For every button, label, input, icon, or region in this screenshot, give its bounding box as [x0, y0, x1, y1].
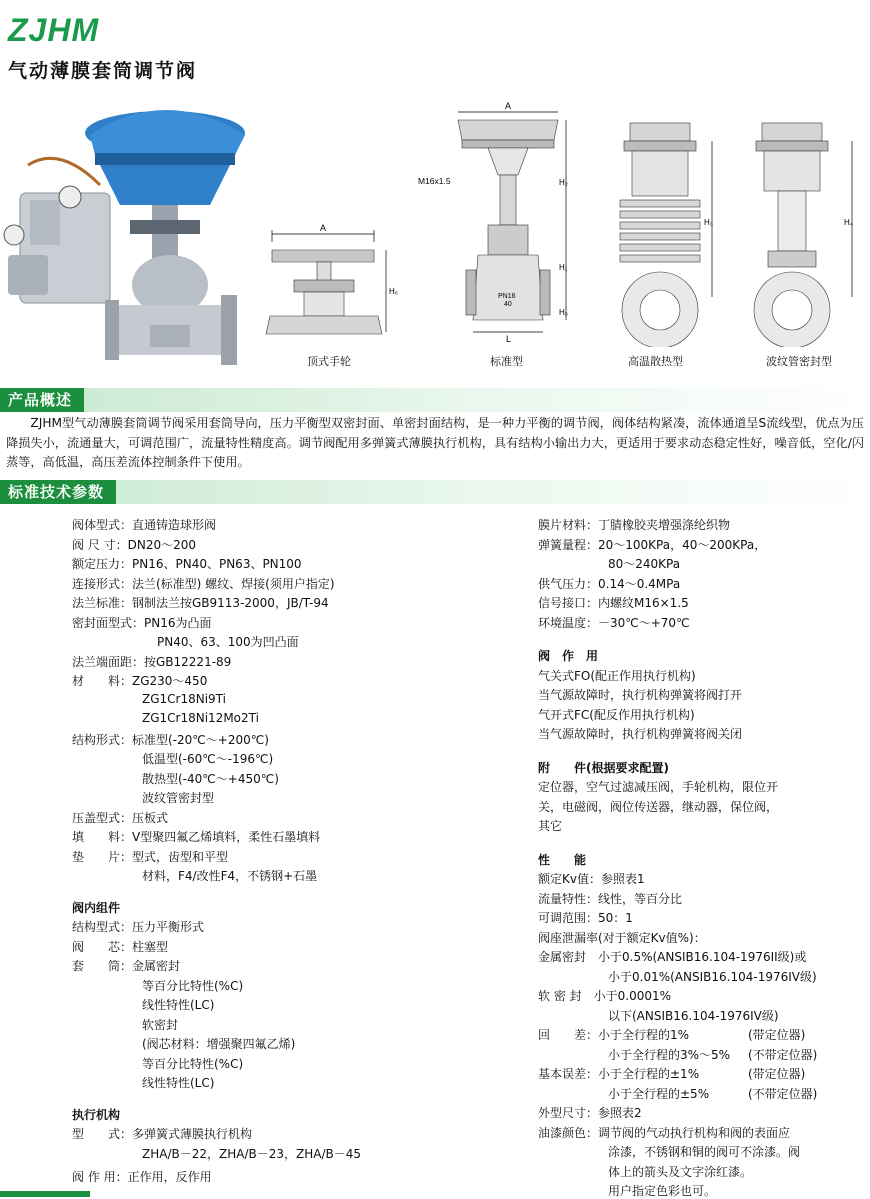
param-text: 阀座泄漏率(对于额定Kv值%)： [538, 930, 706, 945]
left-param-line [142, 977, 243, 994]
dn-label: 40 [504, 301, 512, 308]
left-param-line [72, 555, 302, 572]
param-text: 执行机构 [72, 1107, 121, 1122]
param-text: 阀 尺 寸：DN20～200 [72, 537, 197, 552]
right-param-line [538, 706, 695, 723]
dim-a2: A [505, 101, 512, 111]
param-text: ZG1Cr18Ni12Mo2Ti [142, 711, 259, 725]
dim-l: L [506, 334, 512, 344]
param-text: 连接形式：法兰(标准型) 螺纹、焊接(须用户指定) [72, 576, 335, 591]
left-param-line [142, 1055, 243, 1072]
param-text: 环境温度：－30℃～+70℃ [538, 615, 690, 630]
right-param-line [608, 555, 680, 572]
left-param-line [142, 1035, 295, 1052]
param-text: (阀芯材料：增强聚四氟乙烯) [142, 1037, 296, 1051]
param-text: 阀体型式：直通铸造球形阀 [72, 518, 217, 532]
caption-standard: 标准型 [490, 355, 523, 368]
left-param-line [142, 789, 214, 806]
params-header [0, 480, 870, 504]
param-text: 以下(ANSIB16.104-1976IV级) [608, 1008, 779, 1023]
left-param-line [72, 809, 168, 826]
param-text: 垫 片：型式，齿型和平型 [72, 849, 229, 864]
dim-h5: H₅ [559, 308, 568, 317]
right-param-line [538, 647, 598, 664]
left-param-line [72, 899, 120, 916]
param-text: 80～240KPa [608, 557, 681, 571]
param-text: 油漆颜色：调节阀的气动执行机构和阀的表面应 [538, 1125, 791, 1140]
right-param-line [538, 870, 645, 887]
overview-header [0, 388, 870, 412]
param-text: 阀 作 用 [538, 649, 599, 663]
left-param-line [72, 653, 231, 670]
right-param-line [538, 929, 706, 946]
param-text: 软 密 封 小于0.0001% [538, 989, 672, 1003]
left-param-line [157, 633, 299, 650]
drawing-top-handwheel [262, 222, 398, 347]
param-text: 供气压力：0.14～0.4MPa [538, 576, 681, 591]
param-text: 体上的箭头及文字涂红漆。 [608, 1164, 753, 1179]
dim-a: A [320, 223, 327, 233]
right-param-line [538, 667, 696, 684]
caption-top-handwheel: 顶式手轮 [307, 355, 351, 368]
drawing-high-temp [608, 115, 720, 347]
params-title: 标准技术参数 [0, 480, 116, 504]
param-text: 材料，F4/改性F4，不锈钢+石墨 [142, 869, 318, 883]
right-param-line [538, 1026, 806, 1043]
dim-h4: H₄ [844, 218, 854, 227]
right-param-line [538, 817, 562, 834]
param-text: ZHA/B－22，ZHA/B－23，ZHA/B－45 [142, 1146, 361, 1161]
left-param-line [142, 770, 279, 787]
param-text: 结构形式：标准型(-20℃～+200℃) [72, 732, 269, 747]
left-param-line [72, 1106, 120, 1123]
param-text: 膜片材料：丁腈橡胶夹增强涤纶织物 [538, 518, 731, 532]
param-text: 其它 [538, 819, 563, 833]
right-param-line [608, 1143, 800, 1160]
right-param-line [538, 1104, 642, 1121]
param-text: 等百分比特性(%C) [142, 1056, 244, 1071]
param-text: 额定Kv值：参照表1 [538, 872, 645, 886]
right-param-line [608, 1085, 818, 1102]
left-param-line [72, 516, 216, 533]
right-param-line [538, 778, 778, 795]
bottom-accent [0, 1191, 90, 1197]
param-text: 回 差：小于全行程的1% [538, 1028, 690, 1042]
param-text: 软密封 [142, 1017, 179, 1032]
param-text: 定位器，空气过滤减压阀，手轮机构，限位开 [538, 780, 779, 794]
right-param-line [538, 890, 682, 907]
param-text: 涂漆，不锈钢和铜的阀可不涂漆。阀 [608, 1145, 801, 1159]
param-text: 气开式FC(配反作用执行机构) [538, 707, 695, 722]
param-text: 额定压力：PN16、PN40、PN63、PN100 [72, 557, 302, 571]
param-text: 小于0.01%(ANSIB16.104-1976IV级) [608, 969, 817, 984]
param-text: ZG1Cr18Ni9Ti [142, 691, 226, 706]
left-param-line [72, 828, 320, 845]
param-text: 材 料：ZG230～450 [72, 674, 208, 688]
left-param-line [72, 848, 228, 865]
param-text: 等百分比特性(%C) [142, 978, 244, 993]
pn-label: PN16 [498, 293, 516, 300]
right-param-line [608, 968, 817, 985]
param-text: 气关式FO(配正作用执行机构) [538, 668, 696, 683]
param-text: 附 件(根据要求配置) [538, 760, 669, 775]
param-text: 当气源故障时，执行机构弹簧将阀关闭 [538, 727, 743, 741]
brand-logo: ZJHM [8, 12, 100, 48]
param-text: 结构型式：压力平衡形式 [72, 920, 205, 934]
caption-bellows: 波纹管密封型 [766, 355, 832, 368]
param-text: 外型尺寸：参照表2 [538, 1106, 642, 1120]
param-text: 阀 芯：柱塞型 [72, 939, 169, 954]
left-param-line [72, 1125, 252, 1142]
left-param-line [142, 996, 214, 1013]
right-param-line [538, 798, 778, 815]
param-text: 用户指定色彩也可。 [608, 1184, 717, 1198]
left-param-line [72, 575, 335, 592]
dim-h1: H₁ [559, 263, 568, 272]
param-note: (带定位器) [748, 1028, 806, 1042]
left-param-line [72, 614, 211, 631]
drawing-bellows [740, 115, 862, 347]
right-param-line [538, 594, 689, 611]
right-param-line [538, 516, 730, 533]
page-title: 气动薄膜套筒调节阀 [8, 60, 198, 82]
param-text: 套 筒：金属密封 [72, 959, 181, 973]
param-text: PN40、63、100为凹凸面 [157, 635, 299, 649]
param-text: 波纹管密封型 [142, 791, 215, 805]
right-param-line [538, 851, 586, 868]
left-param-line [142, 692, 226, 706]
left-param-line [72, 1168, 212, 1185]
param-text: 可调范围：50：1 [538, 911, 633, 925]
right-param-line [538, 686, 742, 703]
right-param-line [538, 1124, 790, 1141]
right-param-line [538, 948, 806, 965]
param-text: 信号接口：内螺纹M16×1.5 [538, 596, 689, 610]
right-param-line [538, 987, 671, 1004]
caption-high-temp: 高温散热型 [628, 355, 683, 368]
param-text: 性 能 [538, 852, 587, 867]
right-param-line [538, 1065, 806, 1082]
param-text: 阀内组件 [72, 900, 121, 915]
product-photo [0, 95, 250, 385]
param-text: 压盖型式：压板式 [72, 810, 169, 825]
param-text: 基本误差：小于全行程的±1% [538, 1067, 700, 1081]
right-param-line [608, 1007, 779, 1024]
param-text: 小于全行程的3%～5% [608, 1047, 731, 1062]
left-param-line [142, 1145, 361, 1162]
drawing-standard [418, 100, 578, 350]
right-param-line [608, 1163, 752, 1180]
dim-h3: H₃ [704, 218, 714, 227]
param-note: (带定位器) [748, 1067, 806, 1081]
param-text: 小于全行程的±5% [608, 1086, 710, 1101]
param-text: 线性特性(LC) [142, 998, 215, 1012]
thread-label: M16x1.5 [418, 176, 451, 186]
left-param-line [72, 536, 196, 553]
left-param-line [142, 867, 317, 884]
left-param-line [142, 750, 273, 767]
right-param-line [538, 725, 742, 742]
left-param-line [142, 711, 259, 725]
left-param-line [142, 1016, 178, 1033]
param-text: 法兰标准：钢制法兰按GB9113-2000，JB/T-94 [72, 596, 329, 610]
right-param-line [538, 759, 669, 776]
param-note: (不带定位器) [748, 1086, 818, 1101]
right-param-line [538, 614, 690, 631]
param-text: 法兰端面距：按GB12221-89 [72, 654, 232, 669]
param-text: 散热型(-40℃～+450℃) [142, 771, 279, 786]
param-text: 低温型(-60℃～-196℃) [142, 752, 274, 766]
left-param-line [72, 731, 269, 748]
right-param-line [538, 909, 633, 926]
left-param-line [72, 594, 329, 611]
param-text: 密封面型式：PN16为凸面 [72, 615, 212, 630]
param-note: (不带定位器) [748, 1047, 818, 1062]
param-text: 型 式：多弹簧式薄膜执行机构 [72, 1127, 253, 1141]
param-text: 填 料：V型聚四氟乙烯填料，柔性石墨填料 [72, 830, 321, 844]
param-text: 当气源故障时，执行机构弹簧将阀打开 [538, 688, 743, 702]
param-text: 阀 作 用：正作用，反作用 [72, 1170, 212, 1184]
right-param-line [608, 1046, 818, 1063]
param-text: 线性特性(LC) [142, 1076, 215, 1090]
dim-h6: H₆ [389, 287, 398, 296]
param-text: 弹簧量程：20～100KPa，40～200KPa， [538, 537, 767, 552]
right-param-line [538, 575, 680, 592]
overview-title: 产品概述 [0, 388, 84, 412]
param-text: 关，电磁阀，阀位传送器，继动器，保位阀， [538, 799, 779, 814]
param-text: 流量特性：线性，等百分比 [538, 891, 683, 906]
left-param-line [72, 957, 180, 974]
param-text: 金属密封 小于0.5%(ANSIB16.104-1976II级)或 [538, 950, 807, 964]
left-param-line [72, 918, 204, 935]
left-param-line [72, 938, 168, 955]
right-param-line [538, 536, 766, 553]
left-param-line [72, 672, 207, 689]
dim-h2: H₂ [559, 178, 568, 187]
left-param-line [142, 1074, 214, 1091]
right-param-line [608, 1182, 716, 1199]
overview-text: ZJHM型气动薄膜套筒调节阀采用套筒导向，压力平衡型双密封面、单密封面结构，是一种力平衡的调节阀，阀体结构紧凑，流体通道呈S流线型，优点为压降损失小，流通量大，可调范围广，流量特性精度高。调节阀配用多弹簧式薄膜执行机构，具有结构小输出力大，更适用于要求动态稳定性好，噪音低，空化/闪蒸等，高低温，高压差流体控制条件下使用。 [6, 416, 864, 469]
